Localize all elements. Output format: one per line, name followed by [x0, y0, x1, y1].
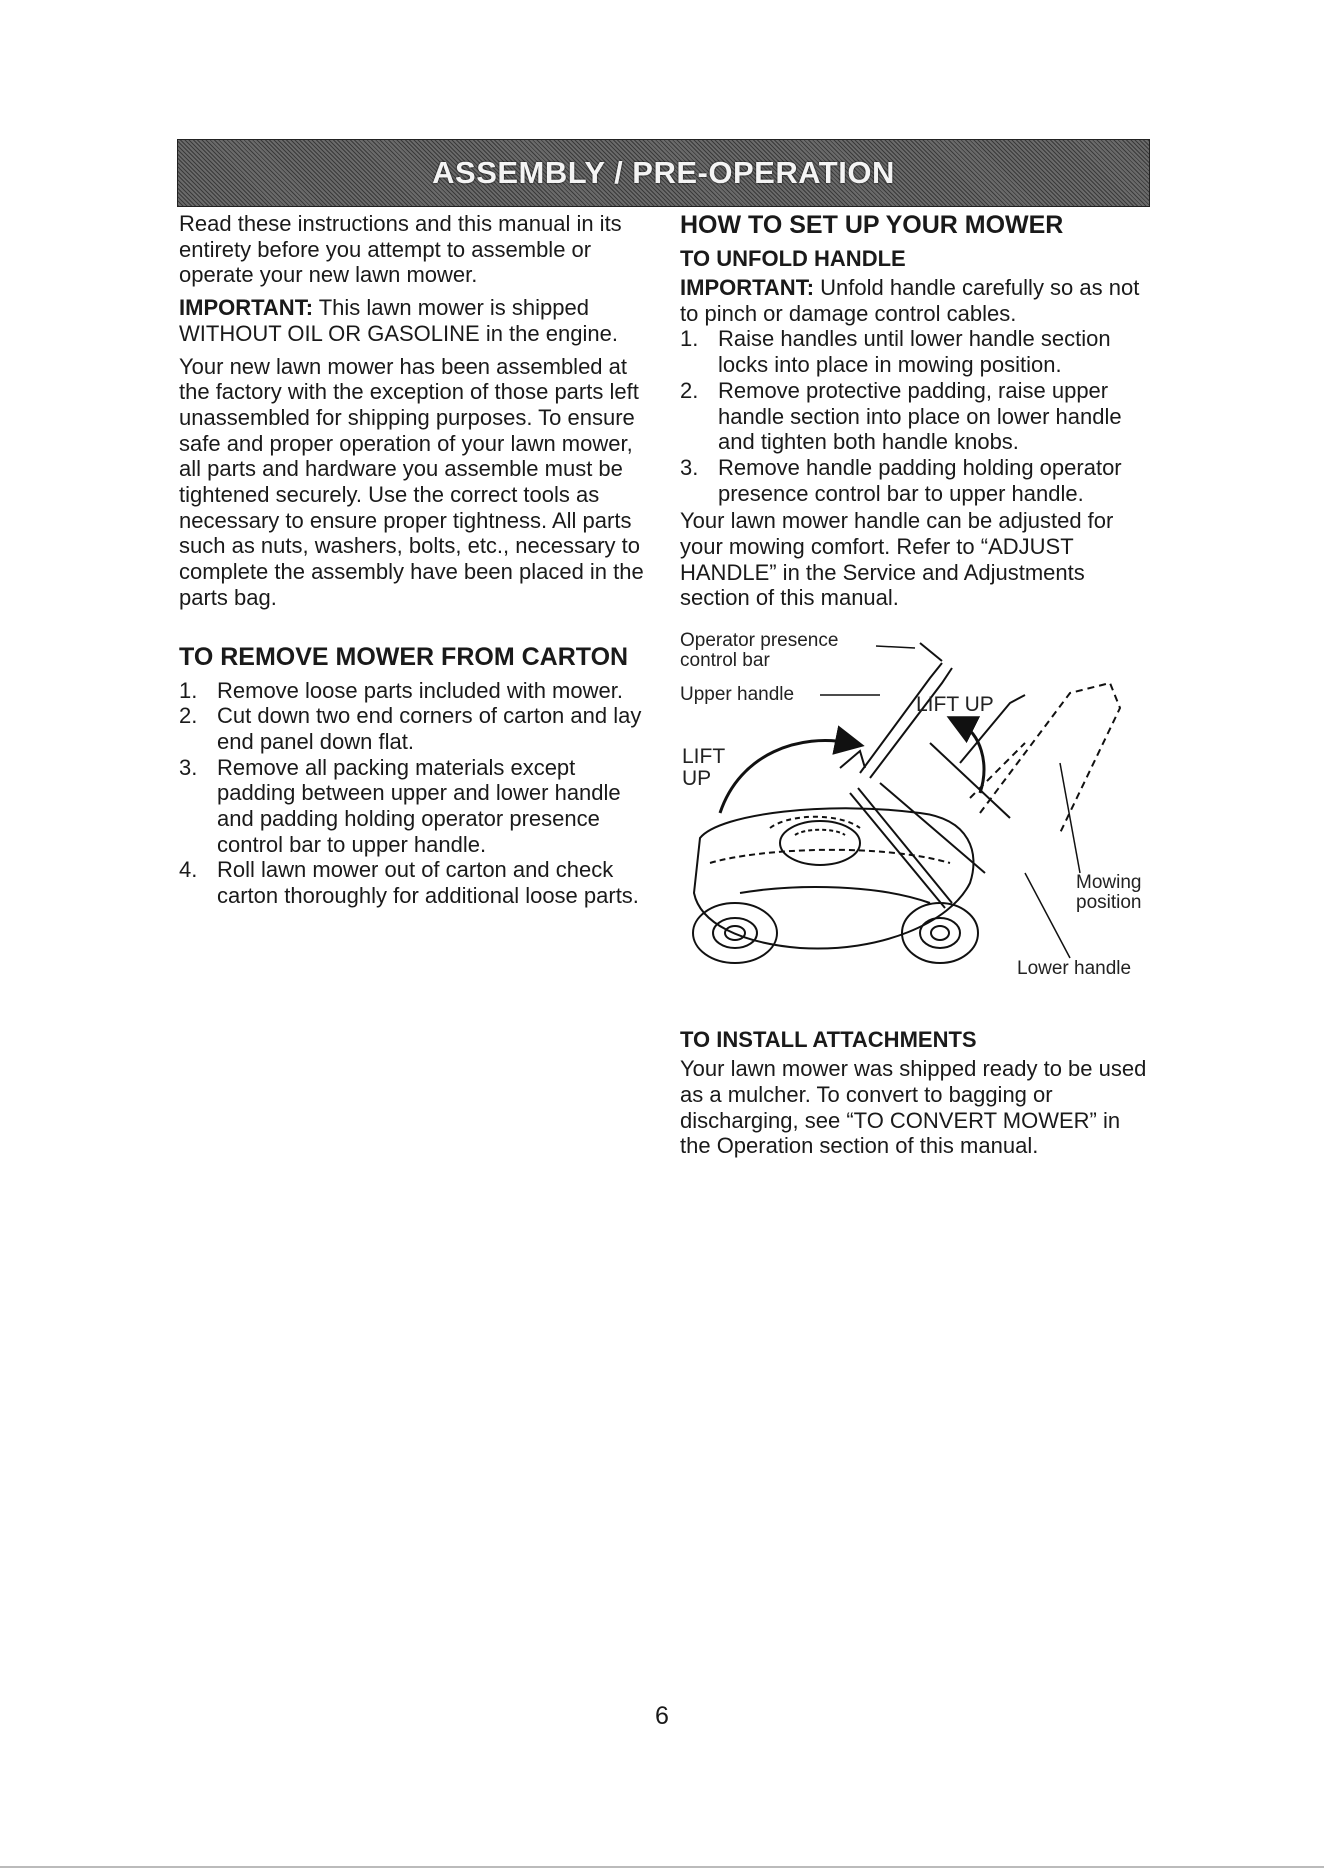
- unfold-important-paragraph: IMPORTANT: Unfold handle carefully so as not to pinch or damage control cables.: [680, 275, 1140, 326]
- attachments-heading: TO INSTALL ATTACHMENTS: [680, 1027, 977, 1053]
- list-item: 2. Remove protective padding, raise upper handle section into place on lower handle and tighten both handle knobs.: [680, 377, 1122, 455]
- bottom-rule: [0, 1866, 1324, 1868]
- setup-heading: HOW TO SET UP YOUR MOWER: [680, 211, 1064, 239]
- list-item: 1. Raise handles until lower handle section locks into place in mowing position.: [680, 326, 1111, 378]
- position-label: position: [1076, 892, 1142, 914]
- remove-carton-steps: [179, 678, 653, 909]
- list-item: 4. Roll lawn mower out of carton and check carton thoroughly for additional loose parts.: [179, 857, 639, 909]
- list-item: 3. Remove handle padding holding operator presence control bar to upper handle.: [680, 454, 1122, 506]
- lift-label: LIFT: [682, 745, 726, 769]
- important-paragraph: [179, 295, 653, 346]
- page-number: 6: [655, 1702, 669, 1730]
- section-banner: [177, 139, 1150, 207]
- section-title: ASSEMBLY / PRE-OPERATION: [432, 155, 895, 190]
- important-label: IMPORTANT:: [179, 295, 314, 321]
- right-column: [680, 211, 1150, 1166]
- unfold-steps: [680, 326, 1150, 506]
- mowing-label: Mowing: [1076, 872, 1142, 894]
- list-item: 2. Cut down two end corners of carton and lay end panel down flat.: [179, 703, 642, 754]
- mower-handle-figure: [680, 623, 1150, 1019]
- operator-presence-label: Operator presence: [680, 630, 839, 652]
- up-label: UP: [682, 767, 712, 791]
- remove-carton-heading: TO REMOVE MOWER FROM CARTON: [179, 642, 629, 671]
- unfold-heading: TO UNFOLD HANDLE: [680, 246, 906, 271]
- list-item: 1. Remove loose parts included with mower.: [179, 677, 623, 703]
- attachments-paragraph: Your lawn mower was shipped ready to be used as a mulcher. To convert to bagging or discharging, see “TO CONVERT MOWER” in the Operation section of this manual.: [680, 1056, 1147, 1159]
- list-item: 3. Remove all packing materials except padding between upper and lower handle and padding holding operator presence control bar to upper handle.: [179, 754, 621, 857]
- assembled-paragraph: Your new lawn mower has been assembled at the factory with the exception of those parts left unassembled for shipping purposes. To ensure safe and proper operation of your lawn mower, all parts and hardware you assemble must be tightened securely. Use the correct tools as necessary to ensure proper tightness. All parts such as nuts, washers, bolts, etc., necessary to complete the assembly have been placed in the parts bag.: [179, 353, 644, 610]
- left-column: [179, 211, 653, 911]
- lift-up-right-label: LIFT UP: [916, 693, 994, 717]
- important-text: This lawn mower is shipped WITHOUT OIL OR GASOLINE in the engine.: [179, 295, 618, 346]
- adjust-paragraph: Your lawn mower handle can be adjusted for your mowing comfort. Refer to “ADJUST HANDLE” in the Service and Adjustments section of this manual.: [680, 508, 1114, 611]
- lower-handle-label: Lower handle: [1017, 958, 1132, 980]
- control-bar-label: control bar: [680, 650, 770, 672]
- intro-paragraph: Read these instructions and this manual in its entirety before you attempt to assemble or operate your new lawn mower.: [179, 211, 622, 288]
- upper-handle-label: Upper handle: [680, 684, 795, 706]
